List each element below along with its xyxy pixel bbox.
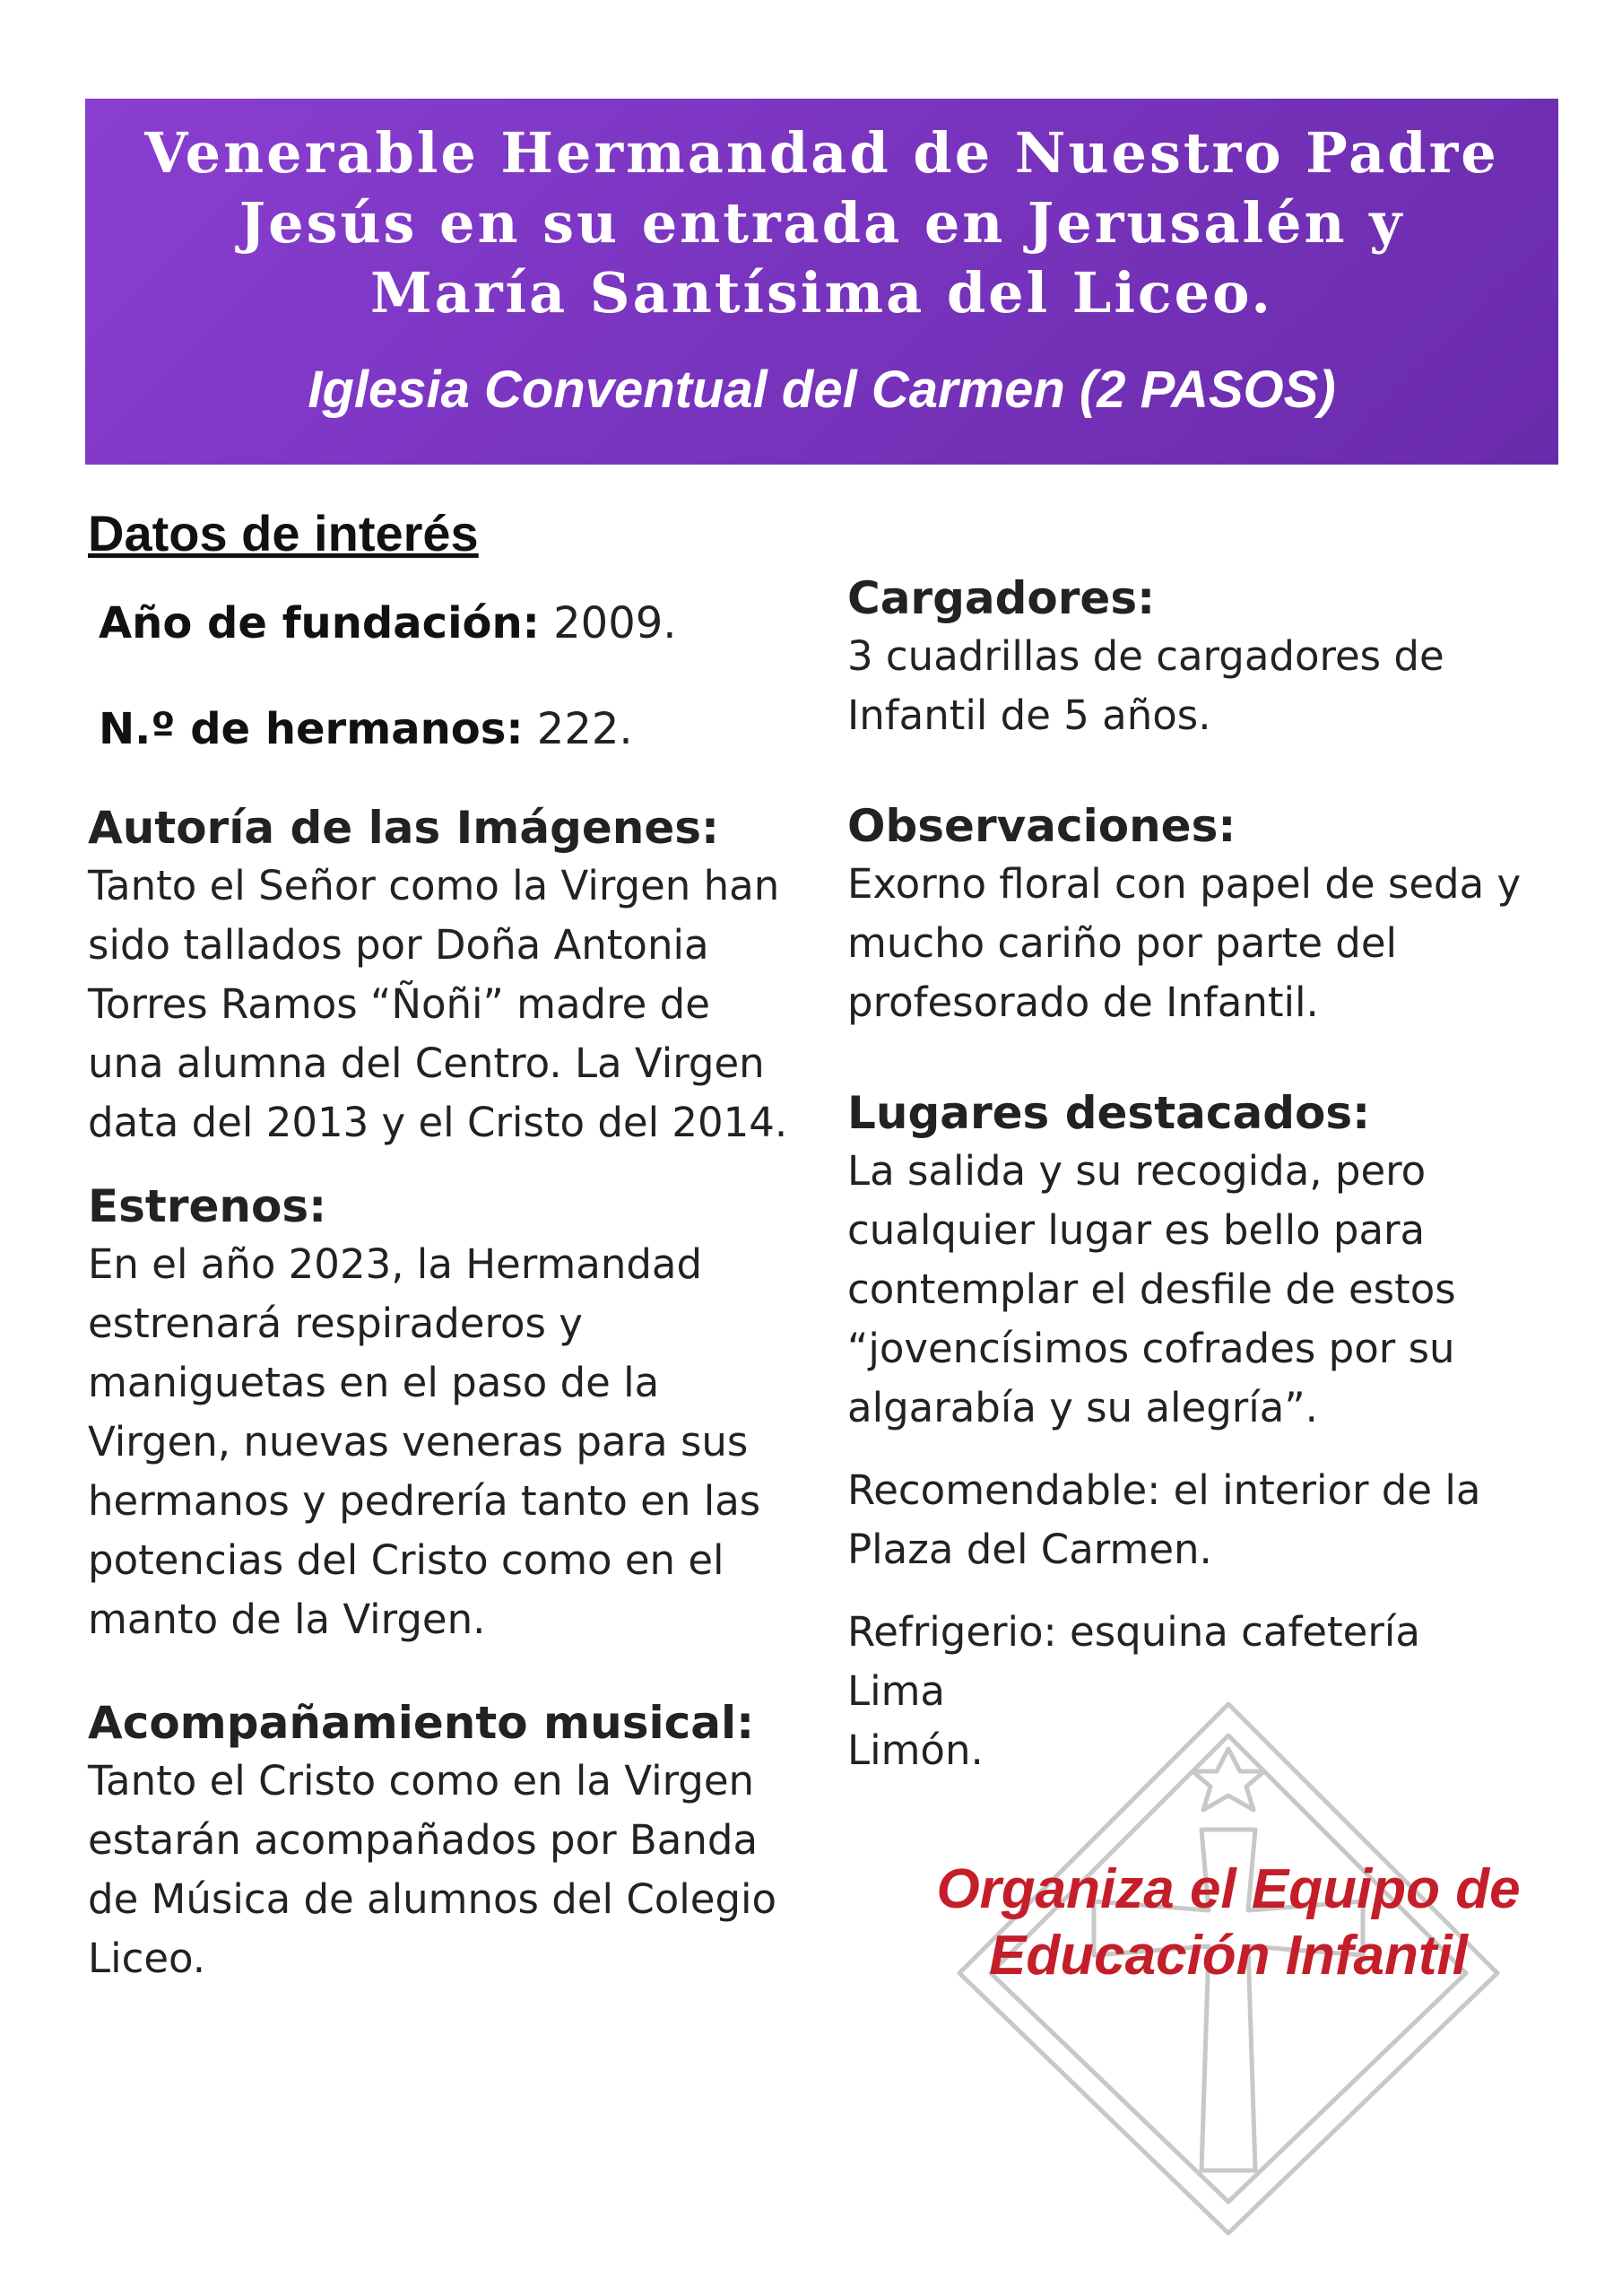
- paragraph-line: una alumna del Centro. La Virgen: [88, 1039, 765, 1087]
- paragraph-line: cualquier lugar es bello para: [847, 1206, 1426, 1254]
- datos-heading: Datos de interés: [88, 505, 479, 561]
- church-subtitle: Iglesia Conventual del Carmen (2 PASOS): [308, 361, 1336, 419]
- fundacion-label: Año de fundación:: [99, 598, 540, 648]
- paragraph-line: Refrigerio: esquina cafetería Lima: [847, 1608, 1420, 1715]
- organiza-line: Educación Infantil: [989, 1925, 1468, 1987]
- organiza-caption: [906, 1857, 1551, 1989]
- cargadores-heading: Cargadores:: [847, 572, 1156, 624]
- musical-section: [88, 1694, 796, 1988]
- paragraph-line: 3 cuadrillas de cargadores de: [847, 632, 1444, 680]
- paragraph-line: Liceo.: [88, 1935, 206, 1982]
- estrenos-heading: Estrenos:: [88, 1180, 327, 1232]
- paragraph-line: Tanto el Señor como la Virgen han: [88, 862, 780, 909]
- paragraph-line: profesorado de Infantil.: [847, 978, 1319, 1026]
- paragraph-line: Recomendable: el interior de la: [847, 1466, 1481, 1514]
- paragraph-line: Plaza del Carmen.: [847, 1526, 1212, 1573]
- lugares-heading: Lugares destacados:: [847, 1087, 1371, 1139]
- paragraph-line: Exorno floral con papel de seda y: [847, 860, 1522, 908]
- paragraph-line: Infantil de 5 años.: [847, 691, 1211, 739]
- paragraph-line: de Música de alumnos del Colegio: [88, 1875, 777, 1923]
- estrenos-section: [88, 1178, 796, 1649]
- paragraph-line: potencias del Cristo como en el: [88, 1536, 724, 1584]
- hermanos-fact: [99, 702, 796, 756]
- title-line: María Santísima del Liceo.: [370, 260, 1273, 326]
- paragraph-line: La salida y su recogida, pero: [847, 1147, 1427, 1195]
- recomendable-note: [847, 1461, 1529, 1579]
- autoria-section: [88, 799, 796, 1152]
- paragraph-line: Virgen, nuevas veneras para sus: [88, 1418, 749, 1465]
- paragraph-line: sido tallados por Doña Antonia: [88, 921, 709, 969]
- autoria-heading: Autoría de las Imágenes:: [88, 802, 720, 854]
- observaciones-heading: Observaciones:: [847, 800, 1236, 852]
- right-column: [847, 570, 1529, 1780]
- paragraph-line: algarabía y su alegría”.: [847, 1384, 1318, 1431]
- lugares-section: [847, 1084, 1529, 1438]
- paragraph-line: mucho cariño por parte del: [847, 919, 1398, 967]
- left-column: [88, 498, 796, 1988]
- paragraph-line: Limón.: [847, 1726, 984, 1774]
- title-line: Jesús en su entrada en Jerusalén y: [239, 190, 1405, 256]
- musical-heading: Acompañamiento musical:: [88, 1697, 755, 1749]
- paragraph-line: contemplar el desfile de estos: [847, 1265, 1456, 1313]
- paragraph-line: estarán acompañados por Banda: [88, 1816, 759, 1864]
- title-line: Venerable Hermandad de Nuestro Padre: [144, 120, 1499, 186]
- paragraph-line: maniguetas en el paso de la: [88, 1359, 660, 1406]
- paragraph-line: “jovencísimos cofrades por su: [847, 1325, 1455, 1372]
- brotherhood-title: [121, 118, 1522, 328]
- fundacion-value: 2009.: [539, 598, 677, 648]
- hermanos-label: N.º de hermanos:: [99, 704, 524, 754]
- header-banner: [85, 99, 1558, 465]
- paragraph-line: manto de la Virgen.: [88, 1596, 486, 1643]
- organiza-line: Organiza el Equipo de: [936, 1858, 1521, 1920]
- paragraph-line: estrenará respiraderos y: [88, 1300, 583, 1347]
- paragraph-line: En el año 2023, la Hermandad: [88, 1240, 703, 1288]
- observaciones-section: [847, 797, 1529, 1032]
- paragraph-line: data del 2013 y el Cristo del 2014.: [88, 1099, 788, 1146]
- paragraph-line: Tanto el Cristo como en la Virgen: [88, 1757, 755, 1805]
- hermanos-value: 222.: [523, 704, 633, 754]
- cargadores-section: [847, 570, 1529, 745]
- paragraph-line: hermanos y pedrería tanto en las: [88, 1477, 761, 1525]
- fundacion-fact: [99, 596, 796, 650]
- paragraph-line: Torres Ramos “Ñoñi” madre de: [88, 980, 710, 1028]
